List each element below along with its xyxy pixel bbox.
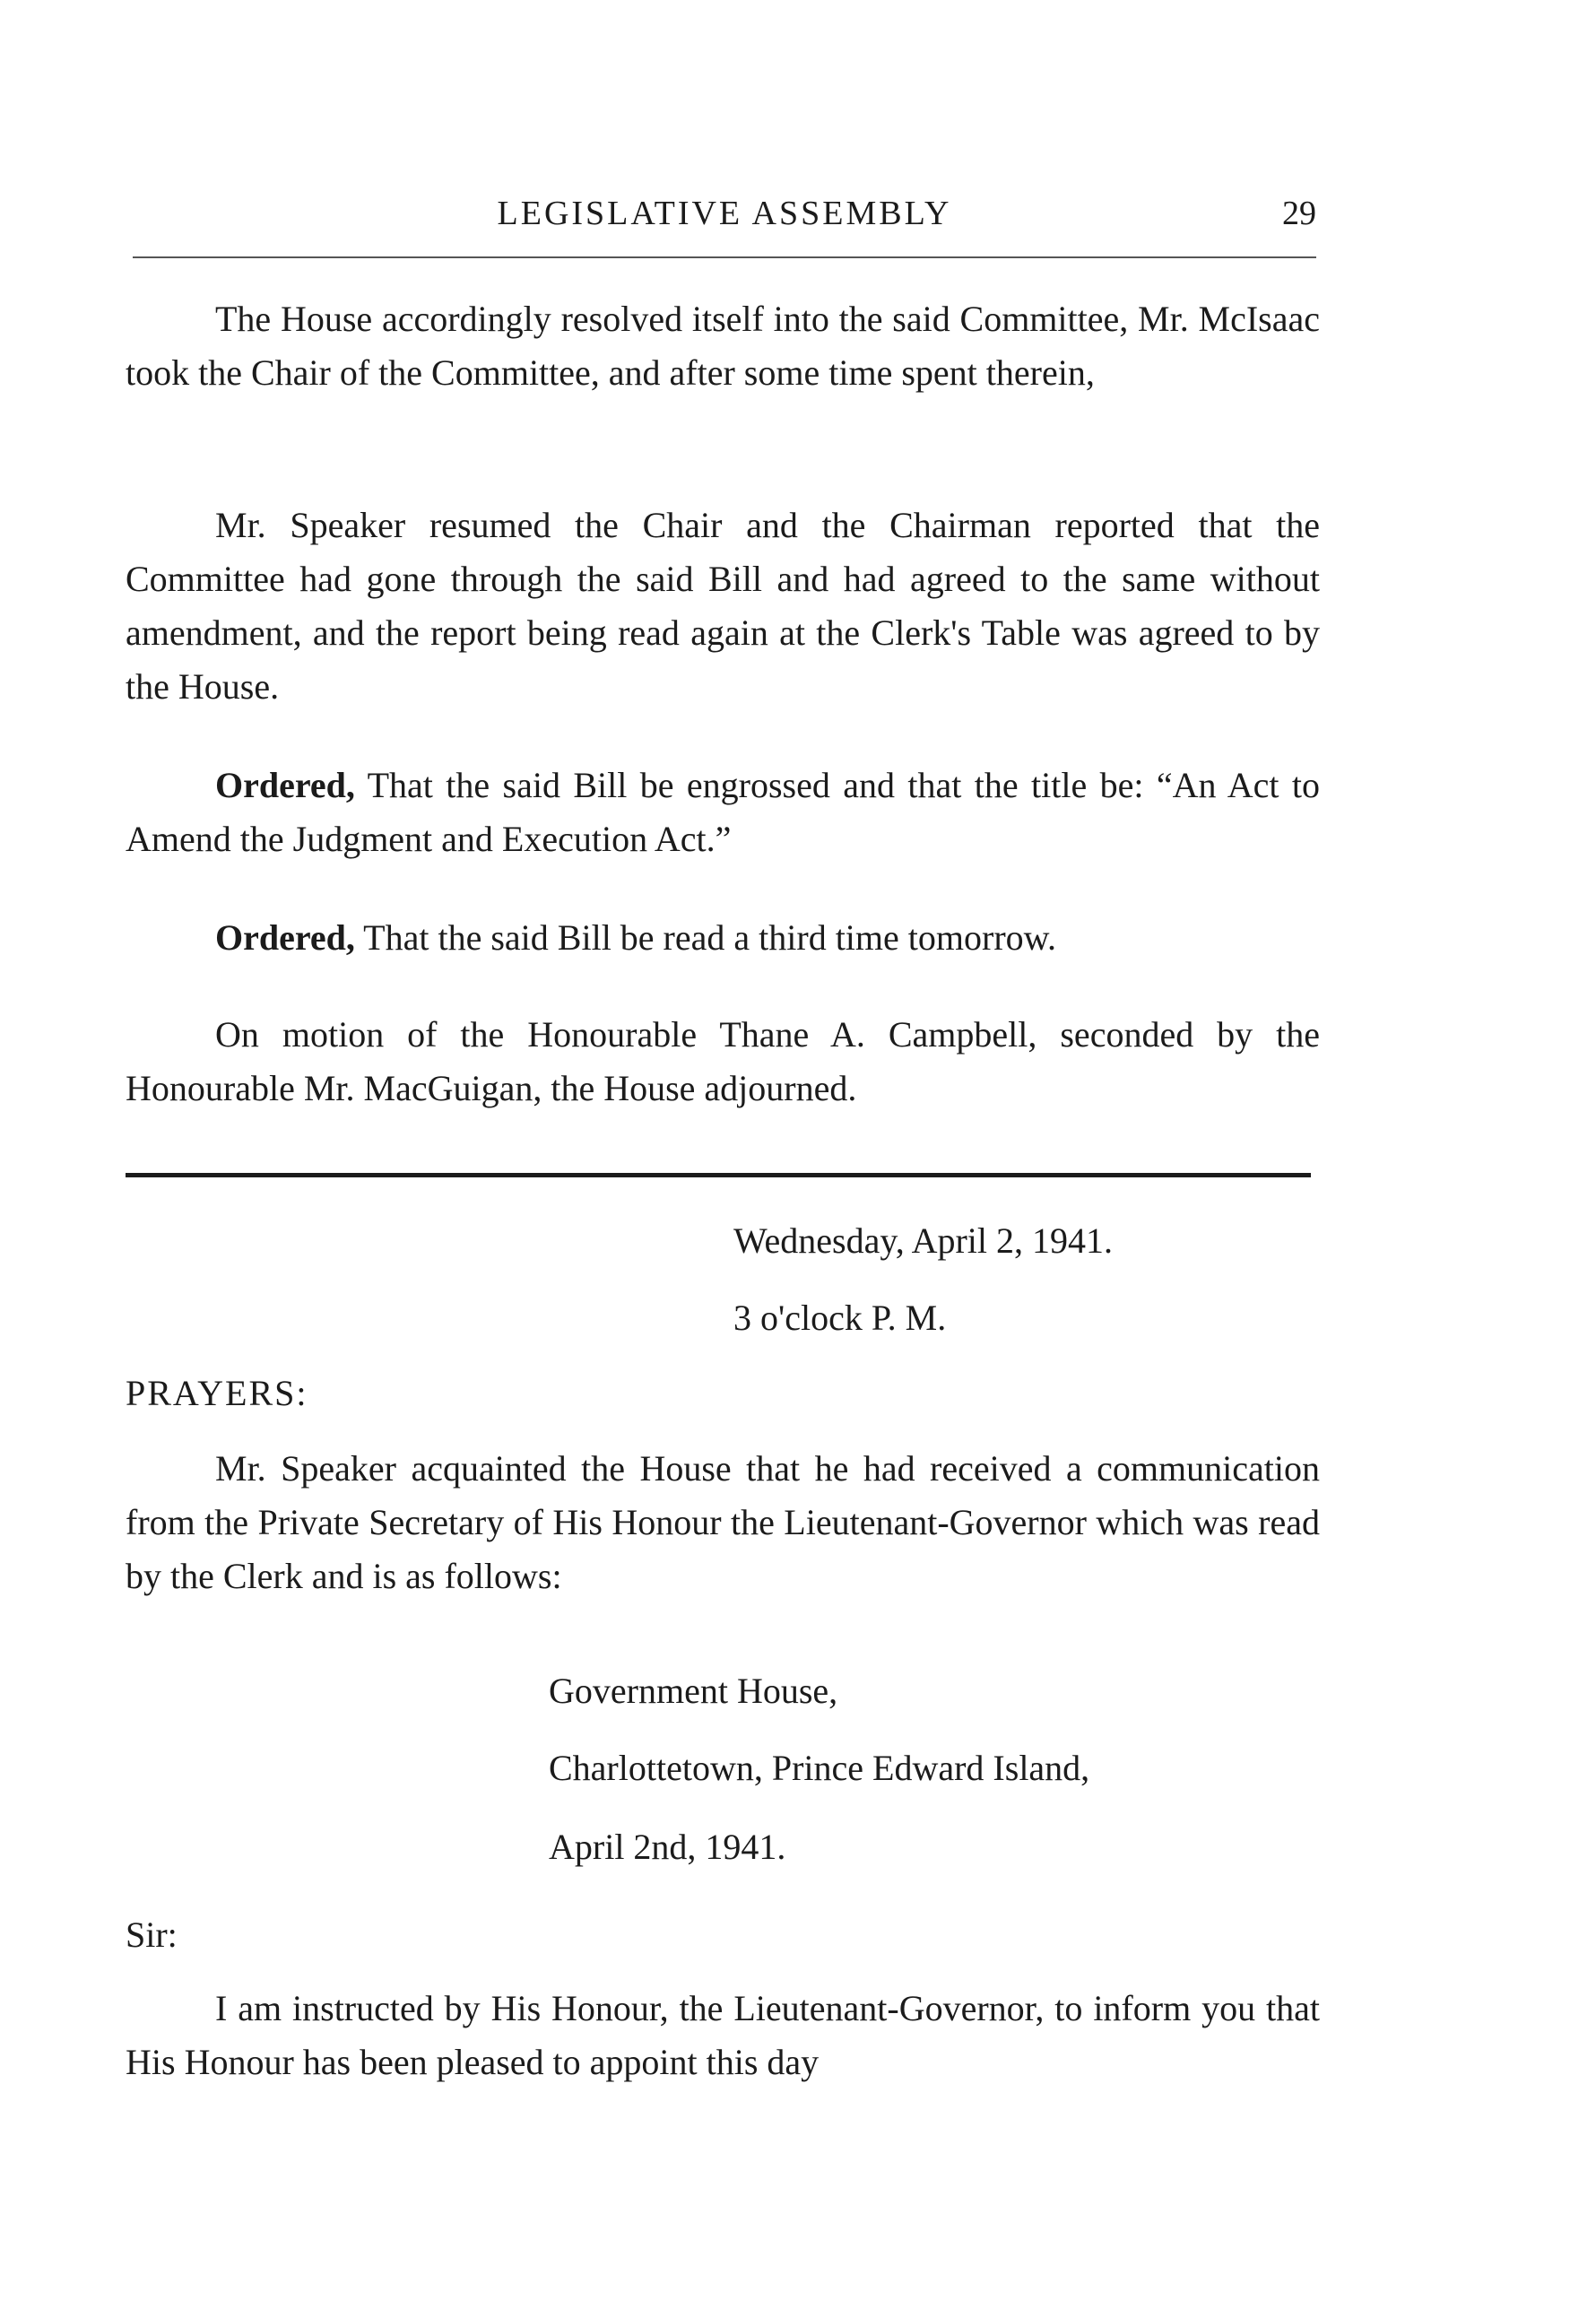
header-rule: [133, 256, 1316, 258]
letter-address-line: Charlottetown, Prince Edward Island,: [549, 1748, 1090, 1788]
paragraph-ordered-third-reading: [126, 911, 1320, 965]
paragraph-letter-body: I am instructed by His Honour, the Lieutenant-Governor, to inform you that His Honour has been pleased to appoint this day: [126, 1988, 1320, 2082]
ordered-text: That the said Bill be read a third time tomorrow.: [354, 917, 1056, 958]
ordered-text: That the said Bill be engrossed and that the title be: “An Act to Amend the Judgment and Execution Act.”: [126, 765, 1320, 859]
ordered-label: Ordered,: [215, 765, 355, 805]
salutation: Sir:: [126, 1914, 178, 1955]
paragraph-ordered-engrossed: [126, 759, 1320, 866]
sitting-date: Wednesday, April 2, 1941.: [733, 1220, 1114, 1261]
section-rule: [126, 1173, 1311, 1177]
page-number: 29: [1282, 195, 1316, 232]
paragraph-communication: Mr. Speaker acquainted the House that he had received a communication from the Private Secretary of His Honour the Lieutenant-Governor which was read by the Clerk and is as follows:: [126, 1448, 1320, 1596]
letter-date: April 2nd, 1941.: [549, 1827, 786, 1867]
sitting-time: 3 o'clock P. M.: [733, 1298, 947, 1338]
header-title: LEGISLATIVE ASSEMBLY: [497, 195, 952, 232]
letter-address-line: Government House,: [549, 1671, 838, 1711]
paragraph-committee: The House accordingly resolved itself into the said Committee, Mr. McIsaac took the Chair of the Committee, and after some time spent therein,: [126, 299, 1320, 393]
ordered-label: Ordered,: [215, 917, 355, 958]
paragraph-adjourned: On motion of the Honourable Thane A. Campbell, seconded by the Honourable Mr. MacGuigan, the House adjourned.: [126, 1014, 1320, 1108]
paragraph-speaker-resumed: Mr. Speaker resumed the Chair and the Chairman reported that the Committee had gone through the said Bill and had agreed to the same without amendment, and the report being read again at the Clerk's Table was agreed to by the House.: [126, 505, 1320, 707]
prayers-heading: PRAYERS:: [126, 1373, 308, 1413]
running-header: [133, 187, 1316, 240]
